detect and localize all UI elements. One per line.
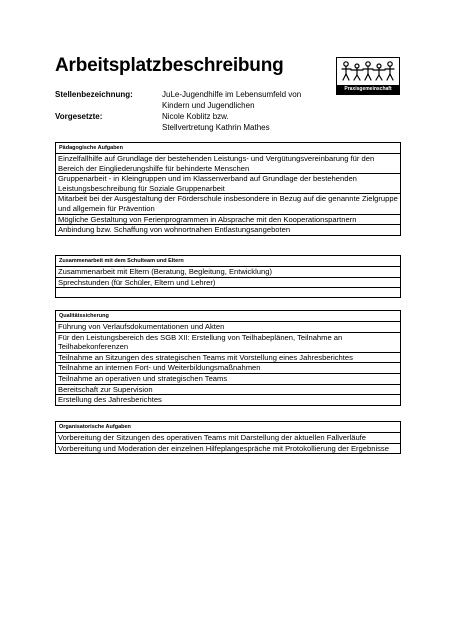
section-heading: Qualitätssicherung: [55, 310, 401, 321]
task-cell: Einzelfallhilfe auf Grundlage der bestehenden Leistungs- und Vergütungsvereinbarung für den Bereich der Eingliederungshilfe für behinderte Menschen: [56, 154, 401, 174]
task-table: [55, 432, 401, 454]
task-cell-empty: [56, 288, 401, 298]
table-row: [56, 443, 401, 454]
task-cell: Teilnahme an Sitzungen des strategischen Teams mit Vorstellung eines Jahresberichtes: [56, 352, 401, 363]
table-row: [56, 352, 401, 363]
section-heading: Organisatorische Aufgaben: [55, 421, 401, 432]
section-paedagogische-aufgaben: [55, 142, 401, 236]
section-organisatorische-aufgaben: [55, 421, 401, 454]
position-value-line: JuLe-Jugendhilfe im Lebensumfeld von: [162, 90, 302, 99]
position-row: [55, 89, 322, 111]
task-cell: Führung von Verlaufsdokumentationen und Akten: [56, 322, 401, 333]
task-cell: Zusammenarbeit mit Eltern (Beratung, Begleitung, Entwicklung): [56, 267, 401, 278]
document-title: Arbeitsplatzbeschreibung: [55, 55, 284, 76]
table-row: [56, 288, 401, 298]
section-heading: Pädagogische Aufgaben: [55, 142, 401, 153]
company-logo: [336, 57, 400, 95]
table-row: [56, 267, 401, 278]
table-row: [56, 384, 401, 395]
supervisor-value: [162, 111, 322, 133]
task-table: [55, 266, 401, 298]
table-row: [56, 225, 401, 236]
table-row: [56, 194, 401, 214]
table-row: [56, 363, 401, 374]
section-zusammenarbeit: [55, 255, 401, 298]
position-value: [162, 89, 322, 111]
position-value-line: Kindern und Jugendlichen: [162, 101, 255, 110]
task-cell: Teilnahme an internen Fort- und Weiterbildungsmaßnahmen: [56, 363, 401, 374]
supervisor-value-line: Nicole Koblitz bzw.: [162, 112, 229, 121]
figures-logo-icon: [337, 58, 399, 85]
section-qualitaetssicherung: [55, 310, 401, 406]
table-row: [56, 154, 401, 174]
logo-subtitle: Praxisgemeinschaft: [337, 85, 399, 94]
task-cell: Bereitschaft zur Supervision: [56, 384, 401, 395]
supervisor-row: [55, 111, 322, 133]
table-row: [56, 433, 401, 444]
section-heading: Zusammenarbeit mit dem Schulteam und Eltern: [55, 255, 401, 266]
task-cell: Vorbereitung und Moderation der einzelnen Hilfeplangespräche mit Protokollierung der Ergebnisse: [56, 443, 401, 454]
task-cell: Anbindung bzw. Schaffung von wohnortnahen Entlastungsangeboten: [56, 225, 401, 236]
task-cell: Für den Leistungsbereich des SGB XII: Erstellung von Teilhabeplänen, Teilnahme an Teilhabekonferenzen: [56, 332, 401, 352]
table-row: [56, 395, 401, 406]
task-table: [55, 153, 401, 236]
position-label: Stellenbezeichnung:: [55, 90, 133, 99]
table-row: [56, 214, 401, 225]
table-row: [56, 332, 401, 352]
task-cell: Mögliche Gestaltung von Ferienprogrammen in Absprache mit den Kooperationspartnern: [56, 214, 401, 225]
task-cell: Mitarbeit bei der Ausgestaltung der Förderschule insbesondere in Bezug auf die genannte Zielgruppe und allgemein für Prävention: [56, 194, 401, 214]
task-cell: Gruppenarbeit - in Kleingruppen und im Klassenverband auf Grundlage der bestehenden Leistungsbeschreibung für Soziale Gruppenarbeit: [56, 174, 401, 194]
task-cell: Vorbereitung der Sitzungen des operativen Teams mit Darstellung der aktuellen Fallverläufe: [56, 433, 401, 444]
table-row: [56, 322, 401, 333]
table-row: [56, 277, 401, 288]
task-cell: Erstellung des Jahresberichtes: [56, 395, 401, 406]
task-table: [55, 321, 401, 406]
job-info: [55, 89, 322, 133]
task-cell: Sprechstunden (für Schüler, Eltern und Lehrer): [56, 277, 401, 288]
table-row: [56, 373, 401, 384]
task-cell: Teilnahme an operativen und strategischen Teams: [56, 373, 401, 384]
supervisor-value-line: Stellvertretung Kathrin Mathes: [162, 123, 270, 132]
table-row: [56, 174, 401, 194]
supervisor-label: Vorgesetzte:: [55, 112, 103, 121]
